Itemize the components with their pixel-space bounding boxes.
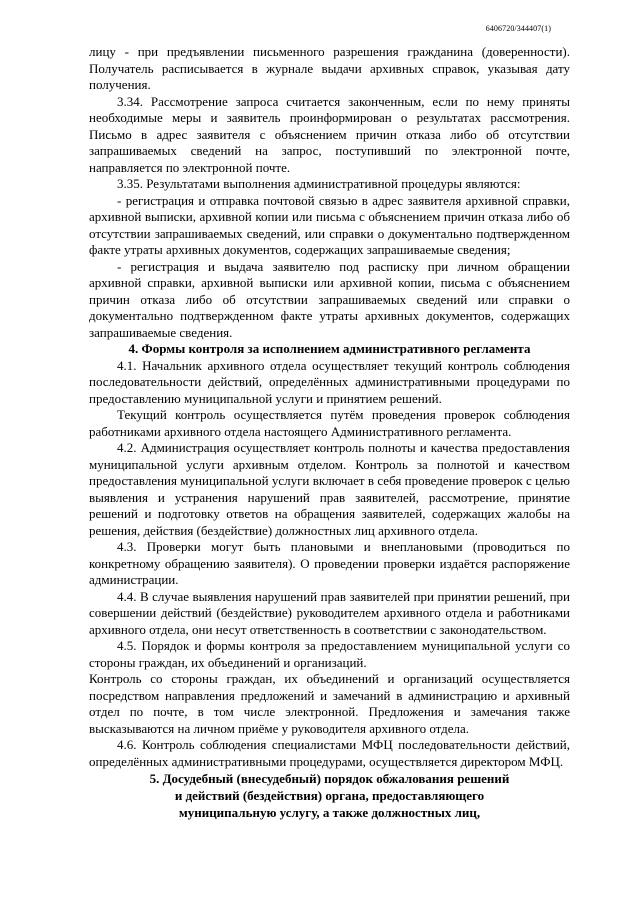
paragraph: 4.5. Порядок и формы контроля за предоставлением муниципальной услуги со стороны граждан, их объединений и организаций. <box>89 638 570 670</box>
heading-line: муниципальную услугу, а также должностных лиц, <box>178 805 481 820</box>
heading-line: и действий (бездействия) органа, предоставляющего <box>174 788 485 803</box>
paragraph: - регистрация и отправка почтовой связью в адрес заявителя архивной справки, архивной выписки, архивной копии или письма с объяснением причин отказа либо об отсутствии запрашиваемых сведений, или справки о документально подтвержденном факте утраты архивных документов, содержащих запрашиваемые сведения; <box>89 192 570 257</box>
paragraph: лицу - при предъявлении письменного разрешения гражданина (доверенности). Получатель расписывается в журнале выдачи архивных справок, указывая дату получения. <box>89 44 570 92</box>
document-body <box>89 44 570 821</box>
paragraph: - регистрация и выдача заявителю под расписку при личном обращении архивной справки, архивной выписки или архивной копии, письма с объяснением причин отказа либо об отсутствии запрашиваемых сведений или справки о документально подтвержденном факте утраты архивных документов, содержащих запрашиваемые сведения. <box>89 258 570 340</box>
paragraph: 4.4. В случае выявления нарушений прав заявителей при принятии решений, при совершении действий (бездействие) руководителем архивного отдела и работниками архивного отдела, они несут ответственность в соответствии с законодательством. <box>89 588 570 637</box>
paragraph: Текущий контроль осуществляется путём проведения проверок соблюдения работниками архивного отдела настоящего Административного регламента. <box>89 407 570 439</box>
paragraph: 4.2. Администрация осуществляет контроль полноты и качества предоставления муниципальной услуги архивным отделом. Контроль за полнотой и качеством предоставления муниципальной услуги включает в себя проведение проверок с целью выявления и устранения нарушений прав заявителей, рассмотрение, принятие решений и подготовку ответов на обращения заявителей, содержащих жалобы на решения, действия (бездействие) должностных лиц архивного отдела. <box>89 440 570 538</box>
paragraph: 4.3. Проверки могут быть плановыми и внеплановыми (проводиться по конкретному обращению заявителя). О проведении проверки издаётся распоряжение администрации. <box>89 539 570 587</box>
paragraph: 3.35. Результатами выполнения административной процедуры являются: <box>117 176 521 191</box>
section-4-heading: 4. Формы контроля за исполнением административного регламента <box>128 341 531 356</box>
paragraph: 4.1. Начальник архивного отдела осуществляет текущий контроль соблюдения последовательности действий, определённых административными процедурами по предоставлению муниципальной услуги и принятием решений. <box>89 357 570 406</box>
document-id: 6406720/344407(1) <box>485 24 551 33</box>
paragraph: Контроль со стороны граждан, их объединений и организаций осуществляется посредством направления предложений и замечаний в администрацию и архивный отдел по почте, в том числе электронной. Предложения и замечания также высказываются на личном приёме у руководителя архивного отдела. <box>89 671 570 736</box>
paragraph: 4.6. Контроль соблюдения специалистами МФЦ последовательности действий, определённых административными процедурами, осуществляется директором МФЦ. <box>89 737 570 769</box>
paragraph: 3.34. Рассмотрение запроса считается законченным, если по нему приняты необходимые меры и заявитель проинформирован о результатах рассмотрения. Письмо в адрес заявителя с объяснением причин отказа либо об отсутствии запрашиваемых сведений на запрос, поступивший по электронной почте, направляется по электронной почте. <box>89 93 570 175</box>
section-5-heading <box>89 770 570 821</box>
heading-line: 5. Досудебный (внесудебный) порядок обжалования решений <box>149 771 510 786</box>
